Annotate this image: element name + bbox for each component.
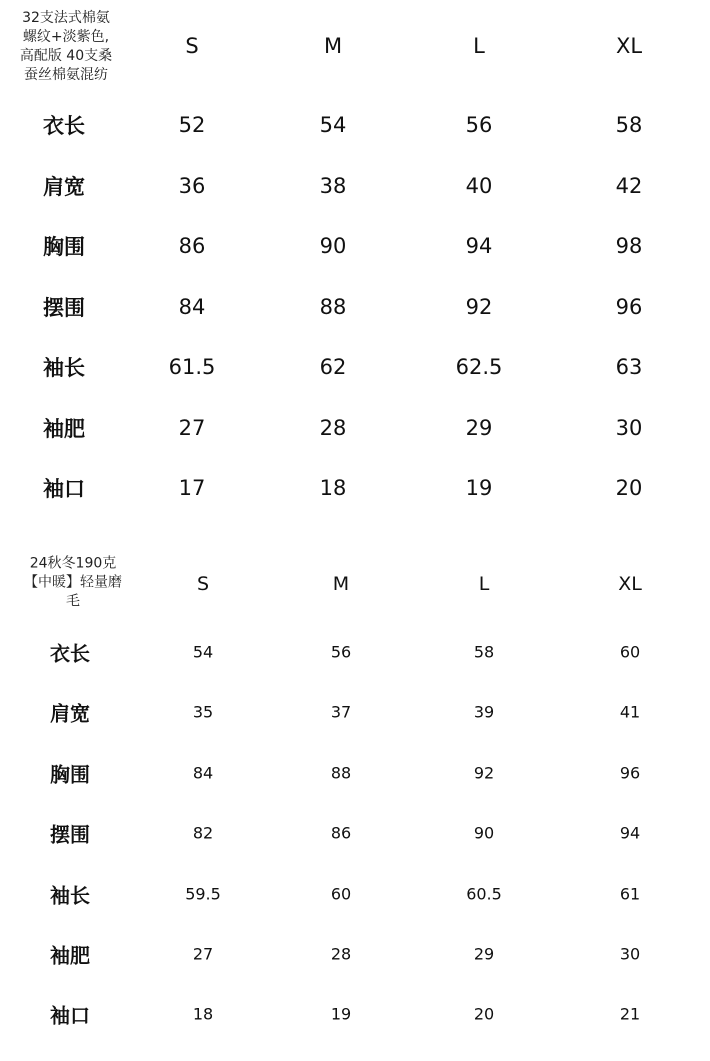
measurement-label: 肩宽 <box>50 701 90 726</box>
measurement-value: 58 <box>615 113 643 137</box>
measurement-label: 袖口 <box>50 1003 90 1028</box>
measurement-label: 摆围 <box>50 822 90 847</box>
fabric-note-line: 【中暖】轻量磨 <box>24 574 122 591</box>
fabric-note-line: 毛 <box>66 593 80 610</box>
measurement-value: 94 <box>619 823 641 843</box>
size-header-m: M <box>323 34 343 58</box>
measurement-value: 30 <box>619 944 641 964</box>
measurement-value: 36 <box>178 173 206 198</box>
measurement-label: 袖长 <box>43 356 85 380</box>
measurement-value: 52 <box>178 113 206 137</box>
measurement-value: 20 <box>615 476 643 500</box>
table-1-fabric-note <box>6 9 126 85</box>
table-2-fabric-note <box>13 555 133 612</box>
measurement-value: 35 <box>192 702 214 722</box>
measurement-value: 19 <box>330 1004 352 1024</box>
measurement-label: 胸围 <box>50 762 90 787</box>
measurement-value: 39 <box>473 702 495 722</box>
fabric-note-line: 螺纹+淡紫色, <box>22 29 110 46</box>
measurement-value: 17 <box>178 476 206 500</box>
size-header-s: S <box>185 34 199 58</box>
measurement-value: 37 <box>330 702 352 722</box>
measurement-value: 54 <box>192 642 214 662</box>
measurement-value: 40 <box>465 173 493 198</box>
measurement-value: 61 <box>619 884 641 904</box>
measurement-value: 58 <box>473 642 495 662</box>
measurement-value: 21 <box>619 1004 641 1024</box>
measurement-label: 肩宽 <box>43 174 85 199</box>
measurement-value: 98 <box>615 234 643 258</box>
measurement-value: 42 <box>615 173 643 198</box>
measurement-value: 41 <box>619 702 641 722</box>
measurement-value: 61.5 <box>168 355 216 379</box>
measurement-value: 94 <box>465 234 493 258</box>
measurement-value: 28 <box>330 944 352 964</box>
measurement-value: 90 <box>473 823 495 843</box>
measurement-label: 袖肥 <box>50 943 90 968</box>
measurement-value: 27 <box>178 415 206 440</box>
measurement-value: 60.5 <box>466 884 502 904</box>
measurement-value: 88 <box>319 294 347 319</box>
measurement-label: 袖肥 <box>43 416 85 441</box>
measurement-value: 38 <box>319 173 347 198</box>
size-header-xl: XL <box>615 34 643 58</box>
measurement-value: 19 <box>465 476 493 500</box>
measurement-value: 29 <box>473 944 495 964</box>
fabric-note-line: 蚕丝棉氨混纺 <box>24 66 108 83</box>
measurement-value: 18 <box>192 1004 214 1024</box>
measurement-value: 92 <box>465 294 493 319</box>
measurement-value: 56 <box>465 113 493 137</box>
size-header-s: S <box>196 573 210 595</box>
measurement-value: 54 <box>319 113 347 137</box>
measurement-label: 袖长 <box>50 883 90 908</box>
measurement-value: 96 <box>619 763 641 783</box>
measurement-value: 84 <box>192 763 214 783</box>
measurement-value: 96 <box>615 294 643 319</box>
measurement-label: 袖口 <box>43 477 85 501</box>
fabric-note-line: 24秋冬190克 <box>29 555 117 572</box>
measurement-value: 56 <box>330 642 352 662</box>
measurement-value: 82 <box>192 823 214 843</box>
size-header-l: L <box>473 34 485 58</box>
measurement-value: 27 <box>192 944 214 964</box>
measurement-value: 86 <box>178 234 206 258</box>
measurement-value: 60 <box>619 642 641 662</box>
measurement-value: 84 <box>178 294 206 319</box>
measurement-value: 63 <box>615 355 643 379</box>
measurement-value: 62 <box>319 355 347 379</box>
size-header-l: L <box>478 573 490 595</box>
measurement-label: 衣长 <box>43 114 85 138</box>
measurement-label: 摆围 <box>43 295 85 320</box>
measurement-value: 86 <box>330 823 352 843</box>
fabric-note-line: 高配版 40支桑 <box>19 48 113 64</box>
measurement-value: 92 <box>473 763 495 783</box>
measurement-label: 胸围 <box>43 235 85 259</box>
measurement-label: 衣长 <box>50 641 90 666</box>
measurement-value: 18 <box>319 476 347 500</box>
measurement-value: 90 <box>319 234 347 258</box>
measurement-value: 62.5 <box>455 355 503 379</box>
measurement-value: 29 <box>465 415 493 440</box>
size-header-xl: XL <box>618 573 642 595</box>
measurement-value: 88 <box>330 763 352 783</box>
measurement-value: 60 <box>330 884 352 904</box>
size-header-m: M <box>332 573 350 595</box>
fabric-note-line: 32支法式棉氨 <box>22 10 110 27</box>
measurement-value: 30 <box>615 415 643 440</box>
measurement-value: 59.5 <box>185 884 221 904</box>
measurement-value: 20 <box>473 1004 495 1024</box>
measurement-value: 28 <box>319 415 347 440</box>
